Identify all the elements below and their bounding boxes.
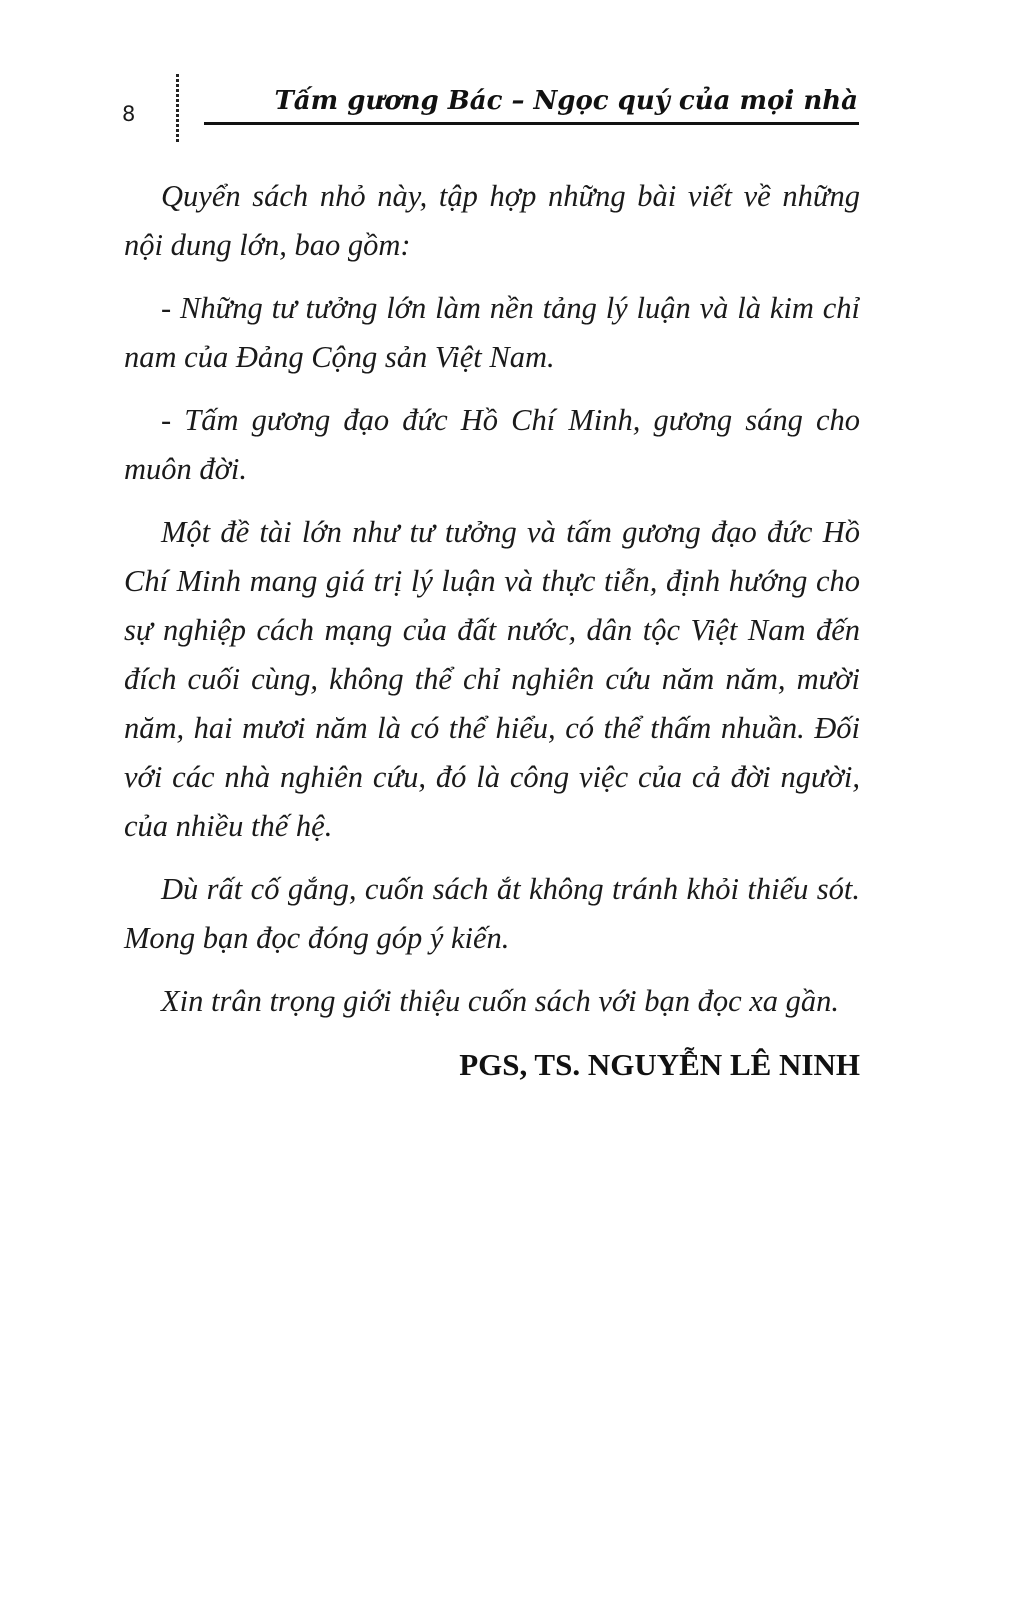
page-number: 8 bbox=[122, 102, 136, 126]
paragraph-introduction: Xin trân trọng giới thiệu cuốn sách với bạn đọc xa gần. bbox=[161, 984, 840, 1018]
page-body bbox=[124, 172, 860, 1089]
header-divider bbox=[176, 74, 179, 142]
running-title: Tấm gương Bác – Ngọc quý của mọi nhà bbox=[274, 86, 858, 116]
author-signature: PGS, TS. NGUYỄN LÊ NINH bbox=[459, 1047, 860, 1082]
paragraph-bullet-ethics: - Tấm gương đạo đức Hồ Chí Minh, gương sáng cho muôn đời. bbox=[124, 403, 860, 486]
paragraph-research: Một đề tài lớn như tư tưởng và tấm gương đạo đức Hồ Chí Minh mang giá trị lý luận và thực tiễn, định hướng cho sự nghiệp cách mạng của đất nước, dân tộc Việt Nam đến đích cuối cùng, không thể chỉ nghiên cứu năm năm, mười năm, hai mươi năm là có thể hiểu, có thể thấm nhuần. Đối với các nhà nghiên cứu, đó là công việc của cả đời người, của nhiều thế hệ. bbox=[124, 515, 860, 843]
paragraph-intro: Quyển sách nhỏ này, tập hợp những bài viết về những nội dung lớn, bao gồm: bbox=[124, 179, 860, 262]
paragraph-bullet-ideology: - Những tư tưởng lớn làm nền tảng lý luận và là kim chỉ nam của Đảng Cộng sản Việt Nam. bbox=[124, 291, 860, 374]
page-header bbox=[0, 70, 1024, 150]
paragraph-feedback: Dù rất cố gắng, cuốn sách ắt không tránh khỏi thiếu sót. Mong bạn đọc đóng góp ý kiến. bbox=[124, 872, 860, 955]
header-rule bbox=[204, 122, 859, 125]
